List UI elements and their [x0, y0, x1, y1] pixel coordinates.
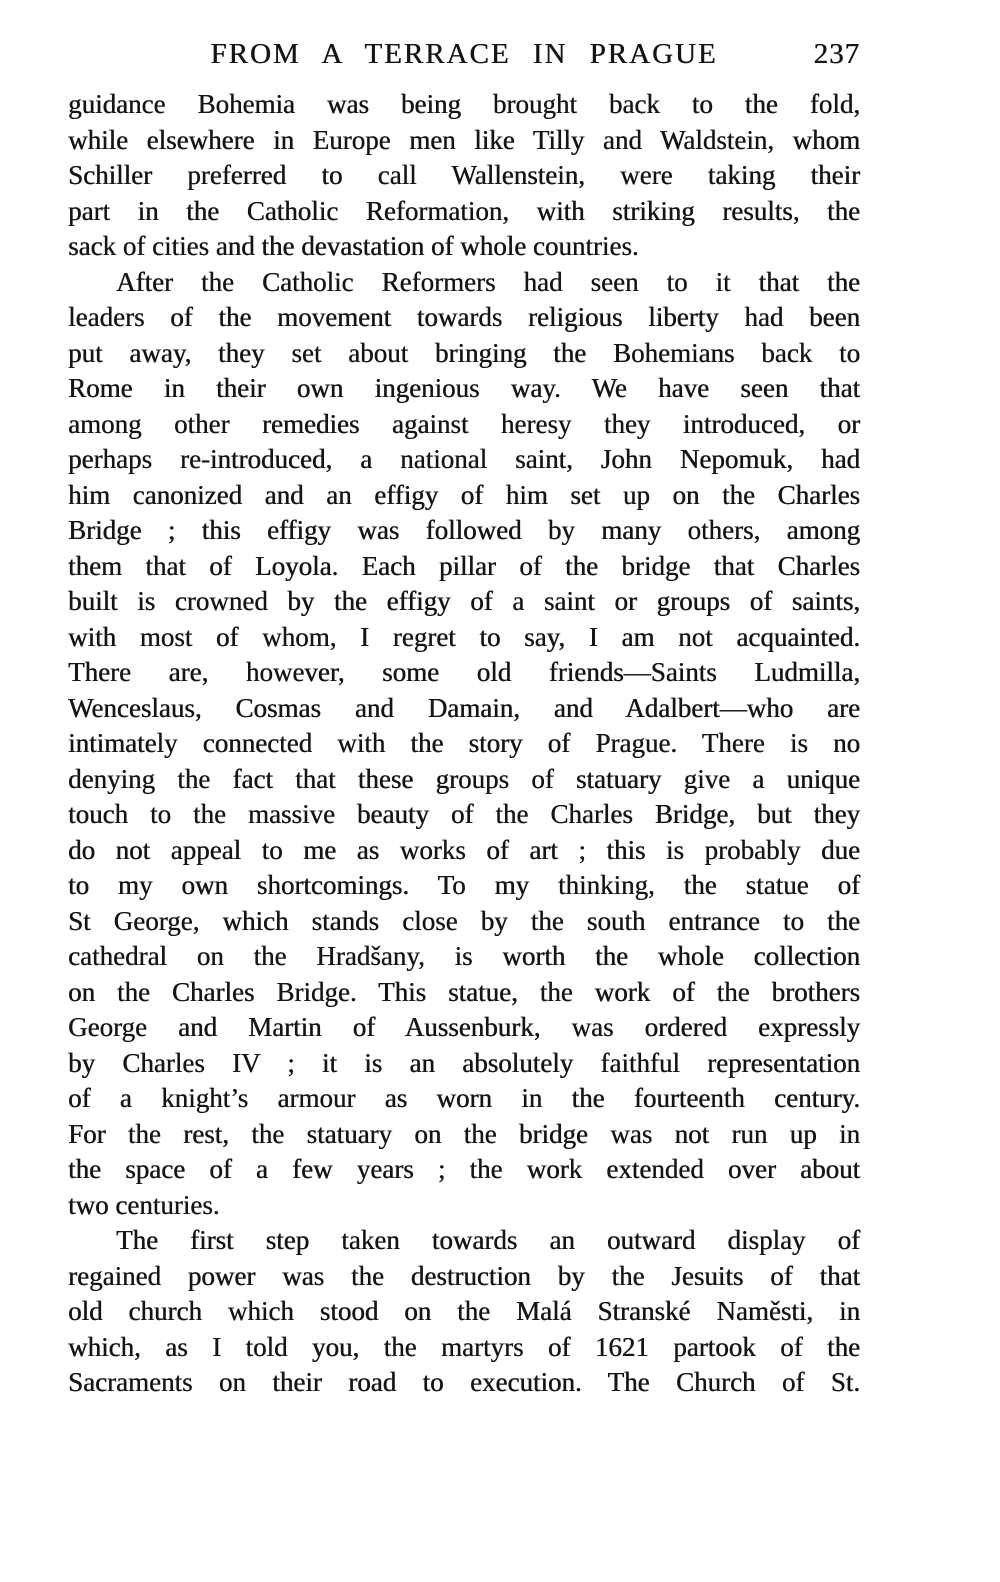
text-line: do not appeal to me as works of art ; this is probably due [68, 834, 860, 865]
text-line: built is crowned by the effigy of a saint or groups of saints, [68, 586, 860, 616]
page-header [68, 38, 860, 70]
text-line: perhaps re-introduced, a national saint, John Nepomuk, had [68, 444, 860, 474]
text-line: on the Charles Bridge. This statue, the work of the brothers [68, 976, 860, 1007]
text-line: to my own shortcomings. To my thinking, the statue of [68, 870, 860, 900]
text-line: denying the fact that these groups of statuary give a unique [68, 763, 860, 794]
running-head-title: FROM A TERRACE IN PRAGUE [210, 38, 718, 70]
text-line: touch to the massive beauty of the Charles Bridge, but they [68, 799, 860, 829]
text-line: George and Martin of Aussenburk, was ordered expressly [68, 1012, 860, 1042]
text-line: which, as I told you, the martyrs of 1621 partook of the [68, 1331, 860, 1362]
text-line: The first step taken towards an outward display of [116, 1225, 860, 1255]
text-line: intimately connected with the story of Prague. There is no [68, 728, 860, 758]
text-line: Rome in their own ingenious way. We have seen that [68, 373, 860, 403]
text-line: Schiller preferred to call Wallenstein, were taking their [68, 160, 860, 190]
text-line: him canonized and an effigy of him set up on the Charles [68, 479, 860, 510]
text-line: leaders of the movement towards religious liberty had been [68, 302, 860, 332]
text-line: the space of a few years ; the work extended over about [68, 1154, 860, 1184]
text-line: sack of cities and the devastation of whole countries. [68, 231, 639, 261]
text-line: cathedral on the Hradšany, is worth the whole collection [68, 941, 860, 971]
text-line: put away, they set about bringing the Bohemians back to [68, 337, 860, 368]
text-line: part in the Catholic Reformation, with striking results, the [68, 195, 860, 226]
text-line: St George, which stands close by the south entrance to the [68, 905, 860, 936]
text-line: regained power was the destruction by the Jesuits of that [68, 1260, 860, 1291]
text-line: There are, however, some old friends—Saints Ludmilla, [68, 657, 860, 687]
text-line: old church which stood on the Malá Stranské Naměsti, in [68, 1296, 860, 1326]
page-number: 237 [813, 38, 860, 70]
text-line: of a knight’s armour as worn in the fourteenth century. [68, 1083, 860, 1113]
text-line: After the Catholic Reformers had seen to it that the [116, 266, 860, 297]
text-line: among other remedies against heresy they introduced, or [68, 408, 860, 439]
text-line: by Charles IV ; it is an absolutely faithful representation [68, 1047, 860, 1078]
text-line: Bridge ; this effigy was followed by many others, among [68, 515, 860, 545]
text-line: two centuries. [68, 1189, 220, 1220]
text-line: with most of whom, I regret to say, I am not acquainted. [68, 621, 860, 652]
text-line: Wenceslaus, Cosmas and Damain, and Adalbert—who are [68, 692, 860, 723]
page-body-text [68, 87, 860, 1401]
text-line: them that of Loyola. Each pillar of the bridge that Charles [68, 550, 860, 581]
text-line: guidance Bohemia was being brought back to the fold, [68, 89, 860, 119]
text-line: For the rest, the statuary on the bridge was not run up in [68, 1118, 860, 1149]
text-line: Sacraments on their road to execution. The Church of St. [68, 1367, 860, 1397]
text-line: while elsewhere in Europe men like Tilly and Waldstein, whom [68, 124, 860, 155]
